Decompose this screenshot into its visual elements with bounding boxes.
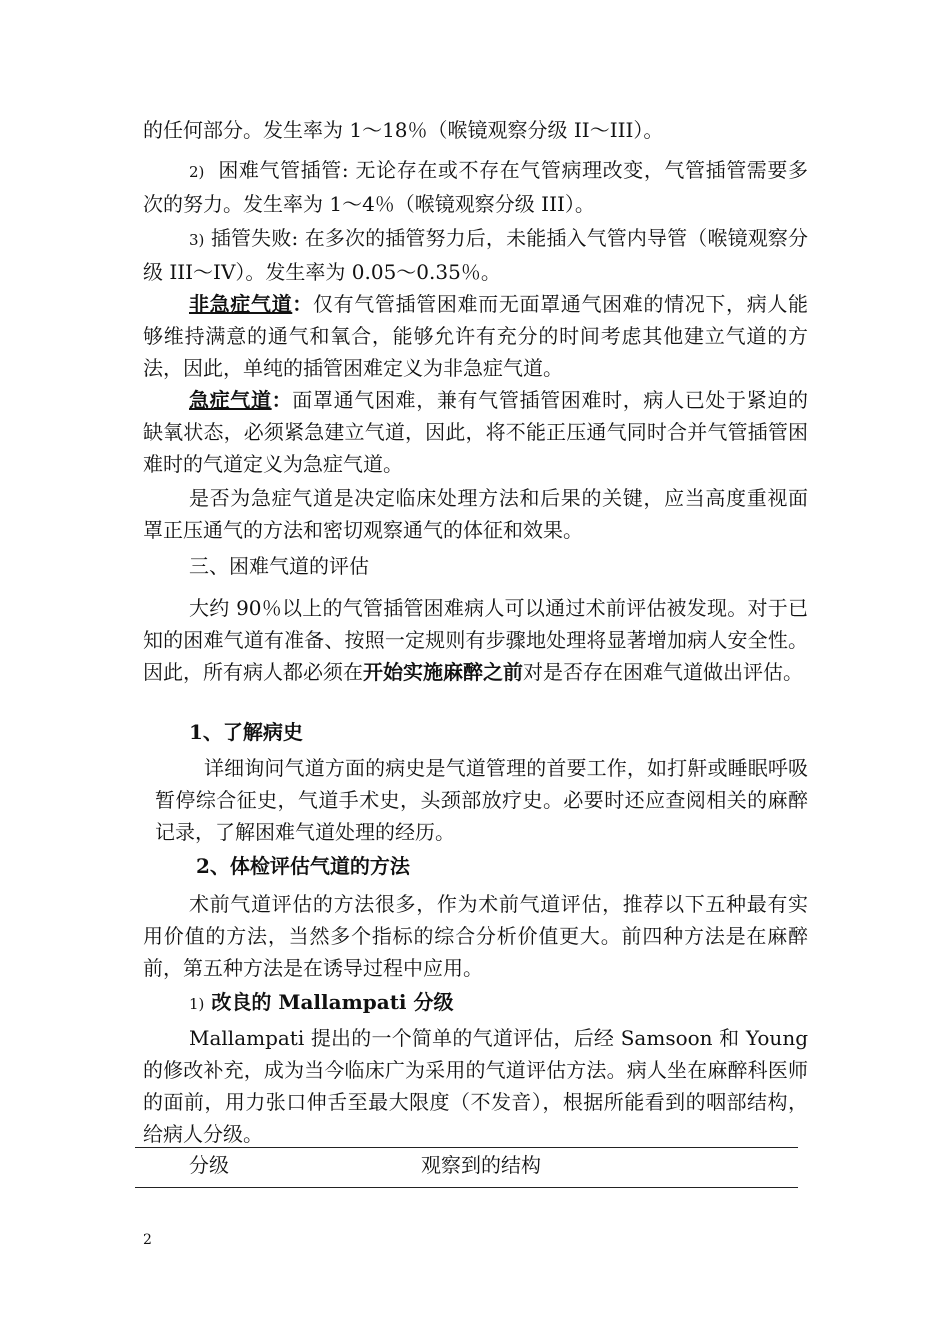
text-part: 大约 90％以上的气管插管困难病人可以通过术前评估被发现。对于已知的困难气道有准备、按照一定规则有步骤地处理将显著增加病人安全性。因此，所有病人都必须在 bbox=[143, 596, 808, 684]
table-header-structures: 观察到的结构 bbox=[421, 1153, 541, 1177]
table-top-rule bbox=[135, 1147, 798, 1148]
subheading-history: 1、了解病史 bbox=[189, 720, 303, 744]
emphasis-before-anesthesia: 开始实施麻醉之前 bbox=[363, 660, 523, 684]
subheading-physical-exam: 2、体检评估气道的方法 bbox=[196, 854, 410, 878]
paragraph-mallampati: Mallampati 提出的一个简单的气道评估，后经 Samsoon 和 Young 的修改补充，成为当今临床广为采用的气道评估方法。病人坐在麻醉科医师的面前，用力张口伸舌至最大限度（不发音），根据所能看到的咽部结构，给病人分级。 bbox=[143, 1026, 808, 1146]
term-nonurgent-airway: 非急症气道 bbox=[189, 292, 293, 316]
item-text: 插管失败: 在多次的插管努力后，未能插入气管内导管（喉镜观察分级 III～IV）。发生率为 0.05～0.35％。 bbox=[143, 226, 808, 284]
paragraph-evaluation bbox=[143, 592, 808, 688]
paragraph-incidence: 的任何部分。发生率为 1～18％（喉镜观察分级 II～III）。 bbox=[143, 118, 664, 142]
paragraph-methods: 术前气道评估的方法很多，作为术前气道评估，推荐以下五种最有实用价值的方法，当然多个指标的综合分析价值更大。前四种方法是在麻醉前，第五种方法是在诱导过程中应用。 bbox=[143, 892, 808, 980]
definition-text: 仅有气管插管困难而无面罩通气困难的情况下，病人能够维持满意的通气和氧合，能够允许有充分的时间考虑其他建立气道的方法，因此，单纯的插管困难定义为非急症气道。 bbox=[143, 292, 809, 380]
paragraph-history: 详细询问气道方面的病史是气道管理的首要工作，如打鼾或睡眠呼吸暂停综合征史，气道手术史，头颈部放疗史。必要时还应查阅相关的麻醉记录，了解困难气道处理的经历。 bbox=[155, 756, 808, 844]
definition-text: 面罩通气困难，兼有气管插管困难时，病人已处于紧迫的缺氧状态，必须紧急建立气道，因此，将不能正压通气同时合并气管插管困难时的气道定义为急症气道。 bbox=[143, 388, 809, 476]
item-number: 1) bbox=[189, 995, 205, 1013]
paragraph-urgent-airway bbox=[143, 384, 808, 480]
paragraph-nonurgent-airway bbox=[143, 288, 808, 384]
item-number: 3) bbox=[189, 231, 205, 249]
item-intubation-failure bbox=[143, 222, 808, 288]
subheading-text: 改良的 Mallampati 分级 bbox=[211, 990, 454, 1014]
table-header-rule bbox=[135, 1187, 798, 1188]
section-heading-airway-evaluation: 三、困难气道的评估 bbox=[189, 554, 369, 578]
item-text: 困难气管插管: 无论存在或不存在气管病理改变，气管插管需要多次的努力。发生率为 1～4％（喉镜观察分级 III）。 bbox=[143, 158, 808, 216]
text-part: 对是否存在困难气道做出评估。 bbox=[523, 660, 803, 684]
term-colon: ： bbox=[292, 292, 313, 316]
term-urgent-airway: 急症气道 bbox=[189, 388, 272, 412]
table-header-grade: 分级 bbox=[189, 1153, 229, 1177]
subheading-mallampati bbox=[189, 986, 454, 1020]
item-difficult-intubation bbox=[143, 154, 808, 220]
term-colon: ： bbox=[271, 388, 293, 412]
item-number: 2) bbox=[189, 163, 205, 181]
page-number: 2 bbox=[143, 1232, 152, 1248]
paragraph-key-point: 是否为急症气道是决定临床处理方法和后果的关键，应当高度重视面罩正压通气的方法和密切观察通气的体征和效果。 bbox=[143, 486, 808, 542]
